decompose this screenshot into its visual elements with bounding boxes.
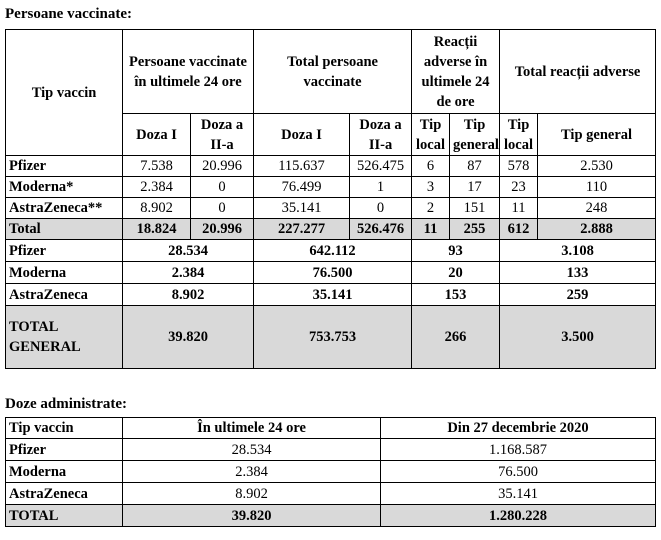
cell: 20 [412, 262, 500, 284]
cell: 11 [412, 219, 450, 240]
cell: 23 [500, 177, 538, 198]
header-reactii-24h: Reacții adverse în ultimele 24 de ore [412, 30, 500, 114]
cell: 753.753 [254, 306, 412, 369]
row-name: Total [6, 219, 123, 240]
cell: 153 [412, 284, 500, 306]
header-since: Din 27 decembrie 2020 [381, 418, 656, 439]
header-doza2-total: Doza a II-a [350, 114, 412, 156]
cell: 526.475 [350, 156, 412, 177]
cell: 2.384 [123, 262, 254, 284]
cell: 93 [412, 240, 500, 262]
header-tip-vaccin: Tip vaccin [6, 418, 123, 439]
cell: 35.141 [381, 483, 656, 505]
row-name: TOTAL GENERAL [6, 306, 123, 369]
cell: 2.384 [123, 177, 191, 198]
table-row [6, 439, 656, 461]
summary-row [6, 284, 656, 306]
cell: 578 [500, 156, 538, 177]
header-doza1-total: Doza I [254, 114, 350, 156]
row-name: Moderna [6, 262, 123, 284]
header-tip-local: Tip local [412, 114, 450, 156]
cell: 110 [538, 177, 656, 198]
header-tip-general-total: Tip general [538, 114, 656, 156]
cell: 87 [450, 156, 500, 177]
cell: 0 [191, 177, 254, 198]
row-name: AstraZeneca** [6, 198, 123, 219]
row-name: Moderna* [6, 177, 123, 198]
header-doza1: Doza I [123, 114, 191, 156]
summary-row [6, 240, 656, 262]
cell: 248 [538, 198, 656, 219]
cell: 28.534 [123, 439, 381, 461]
cell: 2.530 [538, 156, 656, 177]
cell: 35.141 [254, 198, 350, 219]
row-name: AstraZeneca [6, 284, 123, 306]
row-name: Pfizer [6, 156, 123, 177]
table-row [6, 461, 656, 483]
cell: 39.820 [123, 306, 254, 369]
header-total-reactii: Total reacții adverse [500, 30, 656, 114]
header-24h: În ultimele 24 ore [123, 418, 381, 439]
cell: 3.108 [500, 240, 656, 262]
header-tip-vaccin: Tip vaccin [6, 30, 123, 156]
cell: 0 [191, 198, 254, 219]
cell: 255 [450, 219, 500, 240]
cell: 115.637 [254, 156, 350, 177]
cell: 7.538 [123, 156, 191, 177]
cell: 2 [412, 198, 450, 219]
header-tip-general: Tip general [450, 114, 500, 156]
row-name: Pfizer [6, 240, 123, 262]
cell: 76.499 [254, 177, 350, 198]
total-row [6, 505, 656, 527]
cell: 1 [350, 177, 412, 198]
cell: 612 [500, 219, 538, 240]
cell: 3 [412, 177, 450, 198]
table-row [6, 156, 656, 177]
total-row [6, 219, 656, 240]
header-doza2: Doza a II-a [191, 114, 254, 156]
header-tip-local-total: Tip local [500, 114, 538, 156]
cell: 28.534 [123, 240, 254, 262]
cell: 266 [412, 306, 500, 369]
section-title-doze-administrate: Doze administrate: [5, 396, 128, 412]
row-name: Pfizer [6, 439, 123, 461]
cell: 20.996 [191, 156, 254, 177]
row-name: TOTAL [6, 505, 123, 527]
table-row [6, 198, 656, 219]
administered-doses-table [5, 417, 656, 527]
cell: 259 [500, 284, 656, 306]
cell: 133 [500, 262, 656, 284]
cell: 20.996 [191, 219, 254, 240]
header-persoane-24h: Persoane vaccinate în ultimele 24 ore [123, 30, 254, 114]
cell: 76.500 [381, 461, 656, 483]
cell: 17 [450, 177, 500, 198]
cell: 227.277 [254, 219, 350, 240]
cell: 526.476 [350, 219, 412, 240]
cell: 39.820 [123, 505, 381, 527]
cell: 642.112 [254, 240, 412, 262]
cell: 8.902 [123, 198, 191, 219]
cell: 35.141 [254, 284, 412, 306]
header-total-persoane: Total persoane vaccinate [254, 30, 412, 114]
cell: 1.168.587 [381, 439, 656, 461]
cell: 1.280.228 [381, 505, 656, 527]
cell: 2.384 [123, 461, 381, 483]
cell: 151 [450, 198, 500, 219]
cell: 76.500 [254, 262, 412, 284]
cell: 8.902 [123, 284, 254, 306]
cell: 6 [412, 156, 450, 177]
vaccinated-persons-table [5, 29, 656, 369]
cell: 0 [350, 198, 412, 219]
cell: 3.500 [500, 306, 656, 369]
cell: 2.888 [538, 219, 656, 240]
total-general-row [6, 306, 656, 369]
row-name: Moderna [6, 461, 123, 483]
row-name: AstraZeneca [6, 483, 123, 505]
table-row [6, 177, 656, 198]
section-title-persoane-vaccinate: Persoane vaccinate: [5, 6, 133, 22]
summary-row [6, 262, 656, 284]
cell: 18.824 [123, 219, 191, 240]
table-row [6, 483, 656, 505]
cell: 11 [500, 198, 538, 219]
cell: 8.902 [123, 483, 381, 505]
